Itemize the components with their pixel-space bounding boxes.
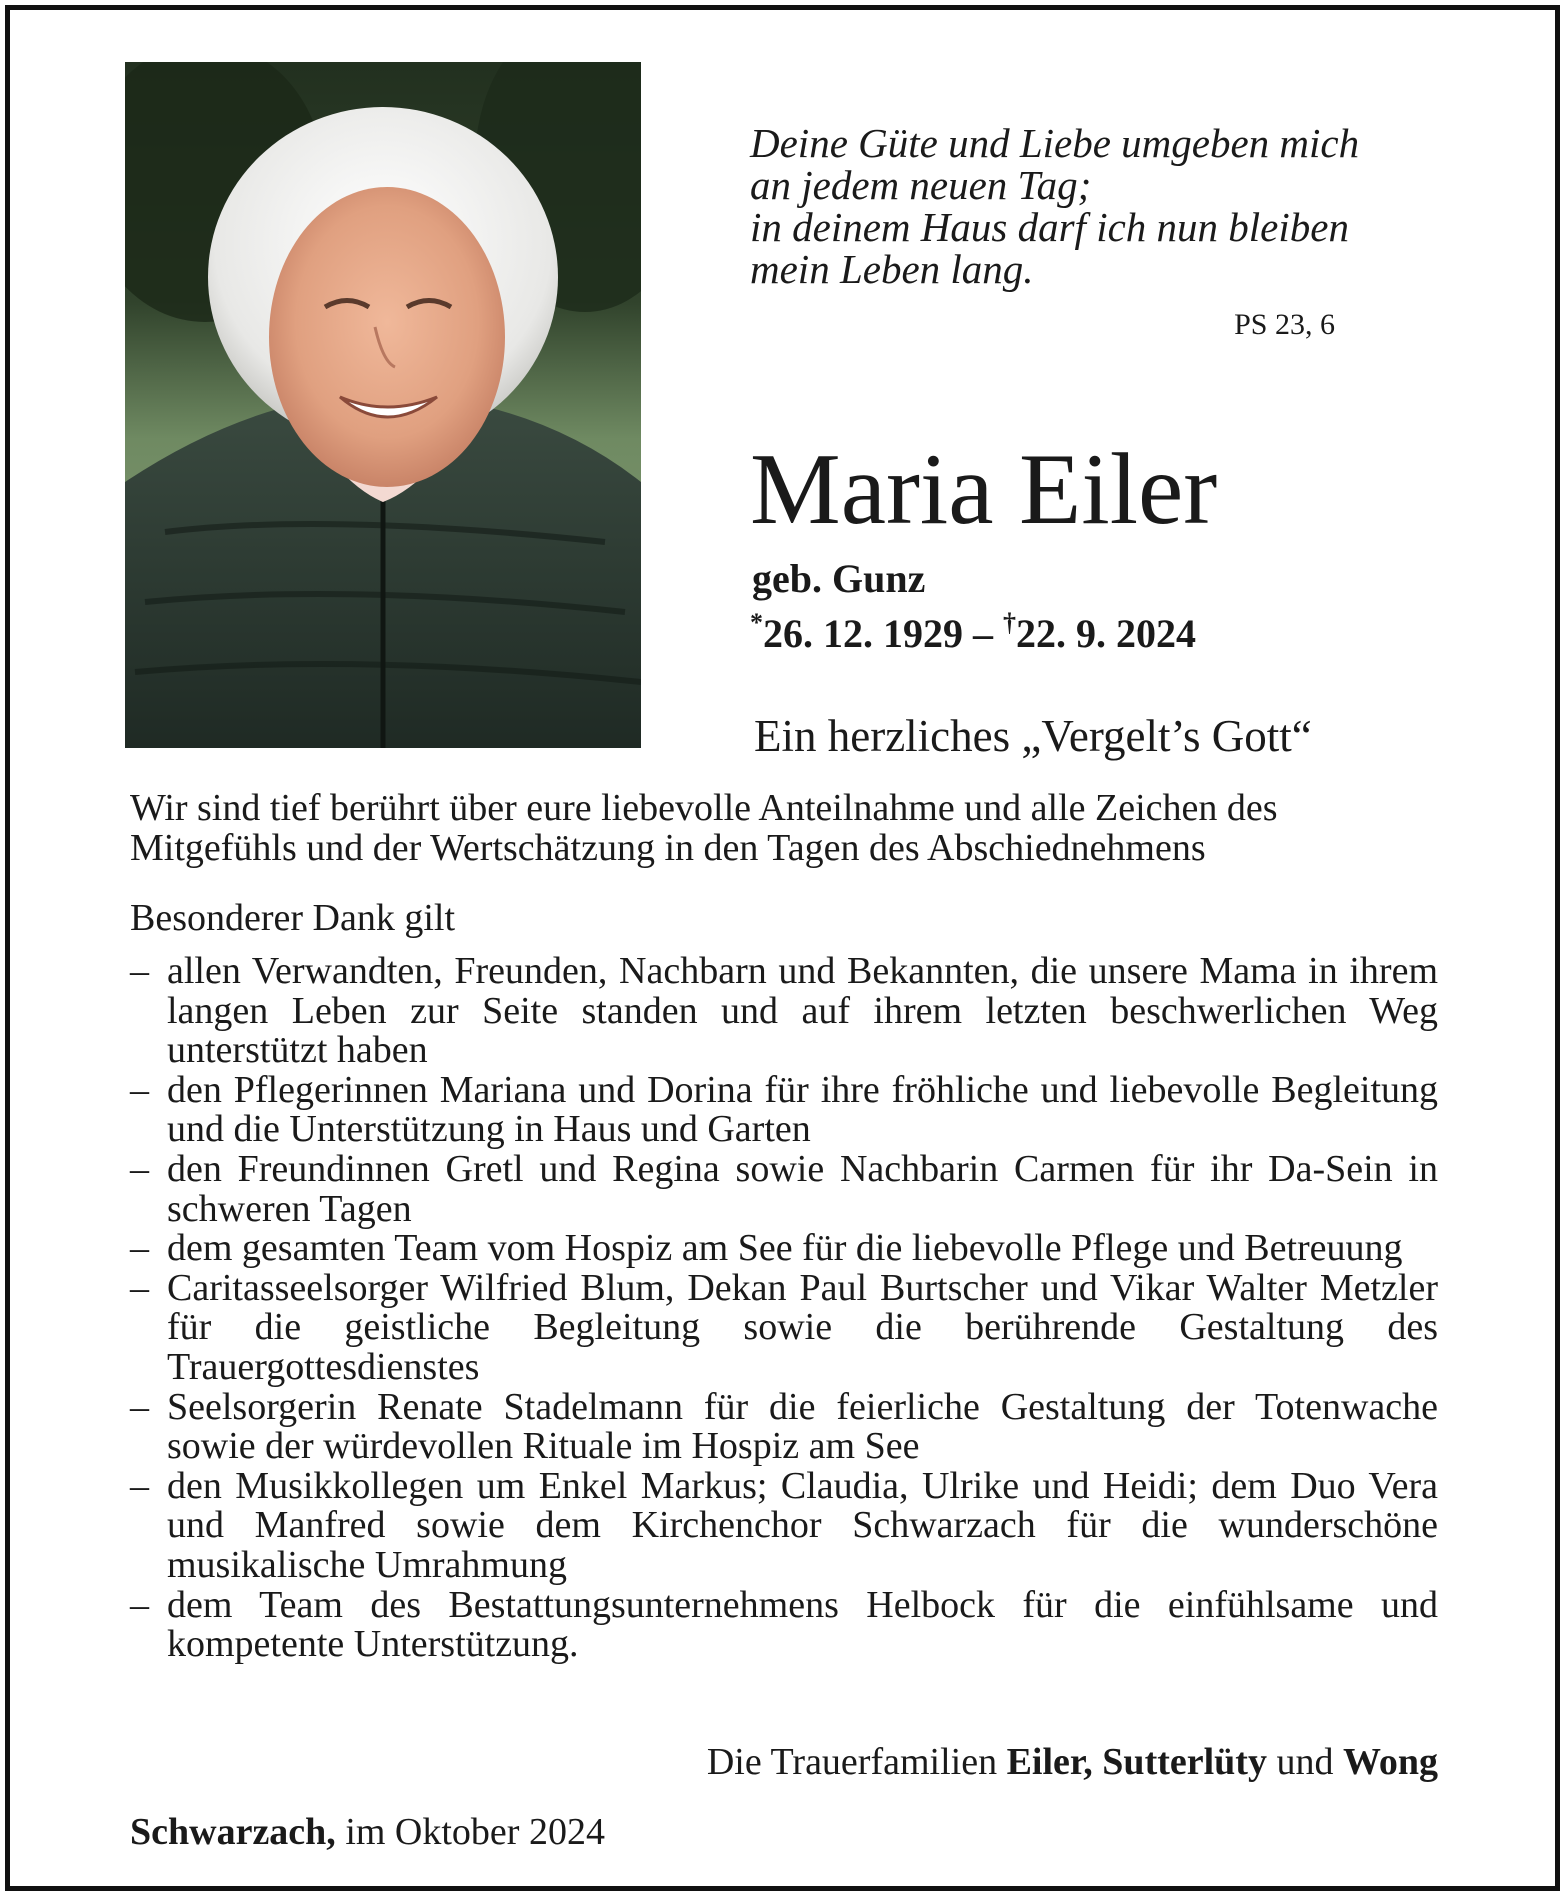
list-item	[130, 1385, 1438, 1468]
list-item-text: dem Team des Bestattungsunternehmens Helbock für die einfühlsame und kompetente Unterstützung.	[167, 1583, 1438, 1666]
list-item	[130, 952, 1438, 1071]
list-item-text: den Freundinnen Gretl und Regina sowie Nachbarin Carmen für ihr Da-Sein in schweren Tagen	[167, 1147, 1438, 1230]
list-item-text: Seelsorgerin Renate Stadelmann für die feierliche Gestaltung der Totenwache sowie der würdevollen Rituale im Hospiz am See	[167, 1385, 1438, 1468]
family-name: Eiler,	[1006, 1741, 1093, 1783]
list-item	[130, 1147, 1438, 1230]
quote-line: mein Leben lang.	[750, 246, 1034, 292]
intro-line: Wir sind tief berührt über eure liebevolle Anteilnahme und alle Zeichen des	[130, 787, 1278, 829]
quote-line: an jedem neuen Tag;	[750, 162, 1092, 208]
dash: –	[130, 1227, 149, 1270]
family-signoff	[500, 1740, 1438, 1784]
dash: –	[130, 1266, 149, 1309]
dash: –	[130, 950, 149, 992]
dash: –	[130, 1385, 149, 1428]
list-item-text: den Musikkollegen um Enkel Markus; Claudia, Ulrike und Heidi; dem Duo Vera und Manfred sowie dem Kirchenchor Schwarzach für die wunderschöne musikalische Umrahmung	[167, 1464, 1438, 1586]
life-dates	[750, 601, 1196, 656]
list-item-text: allen Verwandten, Freunden, Nachbarn und Bekannten, die unsere Mama in ihrem langen Leben zur Seite standen und auf ihrem letzten beschwerlichen Weg unterstützt haben	[167, 950, 1438, 1072]
dash: –	[130, 1464, 149, 1507]
place-date	[130, 1810, 605, 1854]
thanks-title: Ein herzliches „Vergelt’s Gott“	[754, 711, 1312, 761]
thanks-heading: Besonderer Dank gilt	[130, 897, 456, 939]
bible-quote	[750, 122, 1370, 290]
signoff-conjunction: und	[1266, 1741, 1343, 1783]
family-name: Wong	[1342, 1741, 1438, 1783]
death-date: 22. 9. 2024	[1016, 611, 1196, 656]
family-name: Sutterlüty	[1102, 1741, 1267, 1783]
signoff-prefix: Die Trauerfamilien	[706, 1741, 1007, 1783]
dash: –	[130, 1583, 149, 1626]
quote-line: in deinem Haus darf ich nun bleiben	[750, 204, 1349, 250]
dash: –	[130, 1068, 149, 1111]
list-item	[130, 1583, 1438, 1666]
birth-date: 26. 12. 1929	[763, 611, 963, 656]
quote-reference: PS 23, 6	[1234, 308, 1335, 341]
place-city: Schwarzach,	[130, 1811, 336, 1853]
dash: –	[130, 1147, 149, 1190]
thanks-list	[130, 952, 1438, 1665]
date-separator: –	[963, 611, 1003, 656]
list-item-text: den Pflegerinnen Mariana und Dorina für ihre fröhliche und liebevolle Begleitung und die Unterstützung in Haus und Garten	[167, 1068, 1438, 1151]
intro-paragraph	[130, 788, 1435, 868]
quote-line: Deine Güte und Liebe umgeben mich	[750, 120, 1360, 166]
portrait-photo	[125, 62, 641, 748]
maiden-name: geb. Gunz	[752, 556, 926, 601]
list-item	[130, 1229, 1438, 1269]
list-item	[130, 1266, 1438, 1388]
list-item-text: dem gesamten Team vom Hospiz am See für die liebevolle Pflege und Betreuung	[167, 1227, 1403, 1270]
intro-line: Mitgefühls und der Wertschätzung in den Tagen des Abschiednehmens	[130, 827, 1206, 869]
birth-symbol: *	[750, 608, 763, 637]
deceased-name: Maria Eiler	[750, 433, 1218, 546]
place-month: im Oktober 2024	[335, 1811, 605, 1853]
list-item	[130, 1068, 1438, 1151]
list-item	[130, 1464, 1438, 1586]
list-item-text: Caritasseelsorger Wilfried Blum, Dekan Paul Burtscher und Vikar Walter Metzler für die geistliche Begleitung sowie die berührende Gestaltung des Trauergottesdienstes	[167, 1266, 1438, 1388]
death-symbol: †	[1003, 608, 1016, 637]
